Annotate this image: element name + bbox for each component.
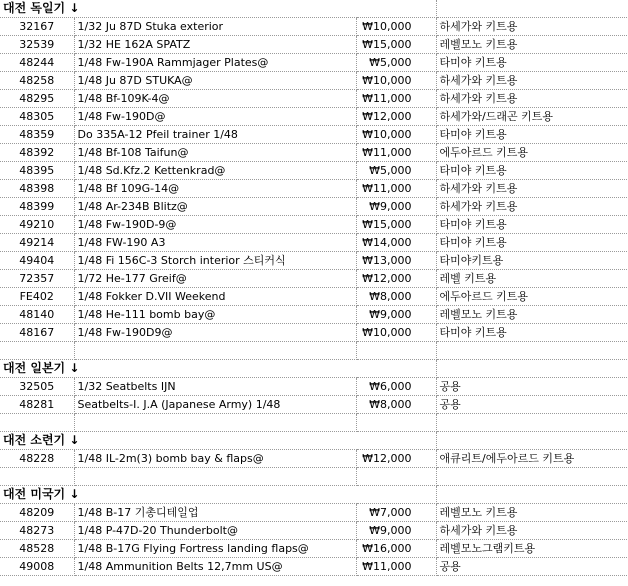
product-code-cell[interactable]: 32167 xyxy=(0,18,74,36)
arrow-down-icon: ↓ xyxy=(69,1,80,15)
table-row xyxy=(0,162,628,180)
note-cell[interactable]: 타미야 키트용 xyxy=(436,54,628,72)
empty-cell[interactable] xyxy=(0,468,74,486)
table-row xyxy=(0,558,628,576)
product-name-cell[interactable]: 1/48 FW-190 A3 xyxy=(74,234,356,252)
arrow-down-icon: ↓ xyxy=(69,433,80,447)
product-code-cell[interactable]: 48258 xyxy=(0,72,74,90)
product-name-cell[interactable]: 1/48 Sd.Kfz.2 Kettenkrad@ xyxy=(74,162,356,180)
product-name-cell[interactable]: Do 335A-12 Pfeil trainer 1/48 xyxy=(74,126,356,144)
product-name-cell[interactable]: 1/32 Seatbelts IJN xyxy=(74,378,356,396)
price-cell[interactable]: ₩12,000 xyxy=(356,108,436,126)
empty-cell[interactable] xyxy=(356,468,436,486)
product-name-cell[interactable]: 1/48 Fokker D.VII Weekend xyxy=(74,288,356,306)
note-cell[interactable]: 하세가와 키트용 xyxy=(436,90,628,108)
blank-row xyxy=(0,468,628,486)
note-cell[interactable]: 하세가와 키트용 xyxy=(436,180,628,198)
arrow-down-icon: ↓ xyxy=(69,487,80,501)
product-name-cell[interactable]: 1/48 He-111 bomb bay@ xyxy=(74,306,356,324)
empty-cell[interactable] xyxy=(356,360,436,378)
product-name-cell[interactable]: 1/48 Fw-190D-9@ xyxy=(74,216,356,234)
section-header xyxy=(0,0,628,18)
product-code-cell[interactable]: 48273 xyxy=(0,522,74,540)
empty-cell[interactable] xyxy=(356,432,436,450)
price-cell[interactable]: ₩7,000 xyxy=(356,504,436,522)
product-code-cell[interactable]: 49404 xyxy=(0,252,74,270)
table-row xyxy=(0,396,628,414)
product-code-cell[interactable]: 49008 xyxy=(0,558,74,576)
product-name-cell[interactable]: 1/48 Fw-190A Rammjager Plates@ xyxy=(74,54,356,72)
product-code-cell[interactable]: 32539 xyxy=(0,36,74,54)
blank-row xyxy=(0,342,628,360)
note-cell[interactable]: 공용 xyxy=(436,378,628,396)
product-code-cell[interactable]: 48392 xyxy=(0,144,74,162)
section-title: 대전 독일기 xyxy=(3,1,66,15)
empty-cell[interactable] xyxy=(436,432,628,450)
empty-cell[interactable] xyxy=(436,0,628,18)
price-cell[interactable]: ₩12,000 xyxy=(356,450,436,468)
product-code-cell[interactable]: 49214 xyxy=(0,234,74,252)
table-row xyxy=(0,378,628,396)
product-name-cell[interactable]: 1/48 Fi 156C-3 Storch interior 스티커식 xyxy=(74,252,356,270)
note-cell[interactable]: 타미야 키트용 xyxy=(436,216,628,234)
table-row xyxy=(0,36,628,54)
product-code-cell[interactable]: 48528 xyxy=(0,540,74,558)
note-cell[interactable]: 에두아르드 키트용 xyxy=(436,288,628,306)
table-row xyxy=(0,18,628,36)
section-header xyxy=(0,360,628,378)
price-cell[interactable]: ₩10,000 xyxy=(356,324,436,342)
product-code-cell[interactable]: 48281 xyxy=(0,396,74,414)
price-cell[interactable]: ₩15,000 xyxy=(356,36,436,54)
price-cell[interactable]: ₩10,000 xyxy=(356,18,436,36)
product-name-cell[interactable]: 1/48 Fw-190D@ xyxy=(74,108,356,126)
section-title: 대전 일본기 xyxy=(3,361,66,375)
empty-cell[interactable] xyxy=(74,342,356,360)
product-code-cell[interactable]: 48167 xyxy=(0,324,74,342)
product-code-cell[interactable]: 48395 xyxy=(0,162,74,180)
product-code-cell[interactable]: 49210 xyxy=(0,216,74,234)
product-code-cell[interactable]: 48398 xyxy=(0,180,74,198)
price-cell[interactable]: ₩11,000 xyxy=(356,180,436,198)
product-code-cell[interactable]: 48399 xyxy=(0,198,74,216)
empty-cell[interactable] xyxy=(0,414,74,432)
price-cell[interactable]: ₩10,000 xyxy=(356,72,436,90)
price-cell[interactable]: ₩9,000 xyxy=(356,198,436,216)
empty-cell[interactable] xyxy=(356,414,436,432)
product-name-cell[interactable]: Seatbelts-I. J.A (Japanese Army) 1/48 xyxy=(74,396,356,414)
price-cell[interactable]: ₩5,000 xyxy=(356,162,436,180)
table-row xyxy=(0,108,628,126)
empty-cell[interactable] xyxy=(436,360,628,378)
table-row xyxy=(0,522,628,540)
price-cell[interactable]: ₩8,000 xyxy=(356,396,436,414)
empty-cell[interactable] xyxy=(436,468,628,486)
note-cell[interactable]: 레벨모노 키트용 xyxy=(436,306,628,324)
table-row xyxy=(0,288,628,306)
table-row xyxy=(0,252,628,270)
note-cell[interactable]: 타미야 키트용 xyxy=(436,126,628,144)
product-code-cell[interactable]: 48244 xyxy=(0,54,74,72)
product-code-cell[interactable]: 72357 xyxy=(0,270,74,288)
empty-cell[interactable] xyxy=(0,342,74,360)
table-row xyxy=(0,90,628,108)
product-name-cell[interactable]: 1/48 Bf-108 Taifun@ xyxy=(74,144,356,162)
product-name-cell[interactable]: 1/48 Ammunition Belts 12,7mm US@ xyxy=(74,558,356,576)
empty-cell[interactable] xyxy=(436,486,628,504)
note-cell[interactable]: 타미야키트용 xyxy=(436,252,628,270)
table-row xyxy=(0,54,628,72)
note-cell[interactable]: 공용 xyxy=(436,558,628,576)
product-name-cell[interactable]: 1/48 IL-2m(3) bomb bay & flaps@ xyxy=(74,450,356,468)
product-name-cell[interactable]: 1/48 Ju 87D STUKA@ xyxy=(74,72,356,90)
product-name-cell[interactable]: 1/32 HE 162A SPATZ xyxy=(74,36,356,54)
table-row xyxy=(0,144,628,162)
table-row xyxy=(0,450,628,468)
product-code-cell[interactable]: 32505 xyxy=(0,378,74,396)
product-code-cell[interactable]: 48209 xyxy=(0,504,74,522)
product-code-cell[interactable]: 48305 xyxy=(0,108,74,126)
table-row xyxy=(0,180,628,198)
table-row xyxy=(0,126,628,144)
price-cell[interactable]: ₩11,000 xyxy=(356,144,436,162)
product-name-cell[interactable]: 1/48 B-17G Flying Fortress landing flaps@ xyxy=(74,540,356,558)
product-name-cell[interactable]: 1/48 Bf 109G-14@ xyxy=(74,180,356,198)
section-header xyxy=(0,486,628,504)
section-title: 대전 미국기 xyxy=(3,487,66,501)
section-title-cell[interactable] xyxy=(0,0,356,18)
note-cell[interactable]: 타미야 키트용 xyxy=(436,234,628,252)
product-name-cell[interactable]: 1/48 Ar-234B Blitz@ xyxy=(74,198,356,216)
price-cell[interactable]: ₩9,000 xyxy=(356,522,436,540)
note-cell[interactable]: 레벨모노 키트용 xyxy=(436,36,628,54)
empty-cell[interactable] xyxy=(436,414,628,432)
empty-cell[interactable] xyxy=(356,486,436,504)
note-cell[interactable]: 하세가와 키트용 xyxy=(436,522,628,540)
empty-cell[interactable] xyxy=(356,342,436,360)
price-cell[interactable]: ₩13,000 xyxy=(356,252,436,270)
note-cell[interactable]: 타미야 키트용 xyxy=(436,162,628,180)
product-code-cell[interactable]: FE402 xyxy=(0,288,74,306)
note-cell[interactable]: 애큐리트/에두아르드 키트용 xyxy=(436,450,628,468)
price-cell[interactable]: ₩12,000 xyxy=(356,270,436,288)
product-name-cell[interactable]: 1/72 He-177 Greif@ xyxy=(74,270,356,288)
product-name-cell[interactable]: 1/48 Fw-190D9@ xyxy=(74,324,356,342)
blank-row xyxy=(0,414,628,432)
price-cell[interactable]: ₩11,000 xyxy=(356,558,436,576)
note-cell[interactable]: 공용 xyxy=(436,396,628,414)
product-name-cell[interactable]: 1/48 B-17 기총디테일업 xyxy=(74,504,356,522)
product-name-cell[interactable]: 1/48 Bf-109K-4@ xyxy=(74,90,356,108)
product-name-cell[interactable]: 1/48 P-47D-20 Thunderbolt@ xyxy=(74,522,356,540)
price-cell[interactable]: ₩5,000 xyxy=(356,54,436,72)
section-title-cell[interactable] xyxy=(0,432,356,450)
table-row xyxy=(0,504,628,522)
section-title-cell[interactable] xyxy=(0,486,356,504)
note-cell[interactable]: 하세가와 키트용 xyxy=(436,198,628,216)
table-row xyxy=(0,540,628,558)
note-cell[interactable]: 레벨 키트용 xyxy=(436,270,628,288)
price-cell[interactable]: ₩8,000 xyxy=(356,288,436,306)
price-cell[interactable]: ₩14,000 xyxy=(356,234,436,252)
price-cell[interactable]: ₩11,000 xyxy=(356,90,436,108)
note-cell[interactable]: 하세가와/드래곤 키트용 xyxy=(436,108,628,126)
product-code-cell[interactable]: 48295 xyxy=(0,90,74,108)
table-row xyxy=(0,324,628,342)
table-row xyxy=(0,198,628,216)
price-cell[interactable]: ₩9,000 xyxy=(356,306,436,324)
note-cell[interactable]: 타미야 키트용 xyxy=(436,324,628,342)
note-cell[interactable]: 레벨모노그램키트용 xyxy=(436,540,628,558)
section-title-cell[interactable] xyxy=(0,360,356,378)
note-cell[interactable]: 레벨모노 키트용 xyxy=(436,504,628,522)
section-title: 대전 소련기 xyxy=(3,433,66,447)
price-cell[interactable]: ₩6,000 xyxy=(356,378,436,396)
empty-cell[interactable] xyxy=(74,414,356,432)
section-header xyxy=(0,432,628,450)
price-cell[interactable]: ₩16,000 xyxy=(356,540,436,558)
empty-cell[interactable] xyxy=(74,468,356,486)
arrow-down-icon: ↓ xyxy=(69,361,80,375)
price-cell[interactable]: ₩10,000 xyxy=(356,126,436,144)
product-code-cell[interactable]: 48228 xyxy=(0,450,74,468)
empty-cell[interactable] xyxy=(356,0,436,18)
table-row xyxy=(0,216,628,234)
table-row xyxy=(0,270,628,288)
product-code-cell[interactable]: 48140 xyxy=(0,306,74,324)
product-code-cell[interactable]: 48359 xyxy=(0,126,74,144)
empty-cell[interactable] xyxy=(436,342,628,360)
note-cell[interactable]: 하세가와 키트용 xyxy=(436,72,628,90)
note-cell[interactable]: 하세가와 키트용 xyxy=(436,18,628,36)
note-cell[interactable]: 에두아르드 키트용 xyxy=(436,144,628,162)
table-row xyxy=(0,72,628,90)
product-name-cell[interactable]: 1/32 Ju 87D Stuka exterior xyxy=(74,18,356,36)
table-row xyxy=(0,234,628,252)
table-row xyxy=(0,306,628,324)
price-cell[interactable]: ₩15,000 xyxy=(356,216,436,234)
